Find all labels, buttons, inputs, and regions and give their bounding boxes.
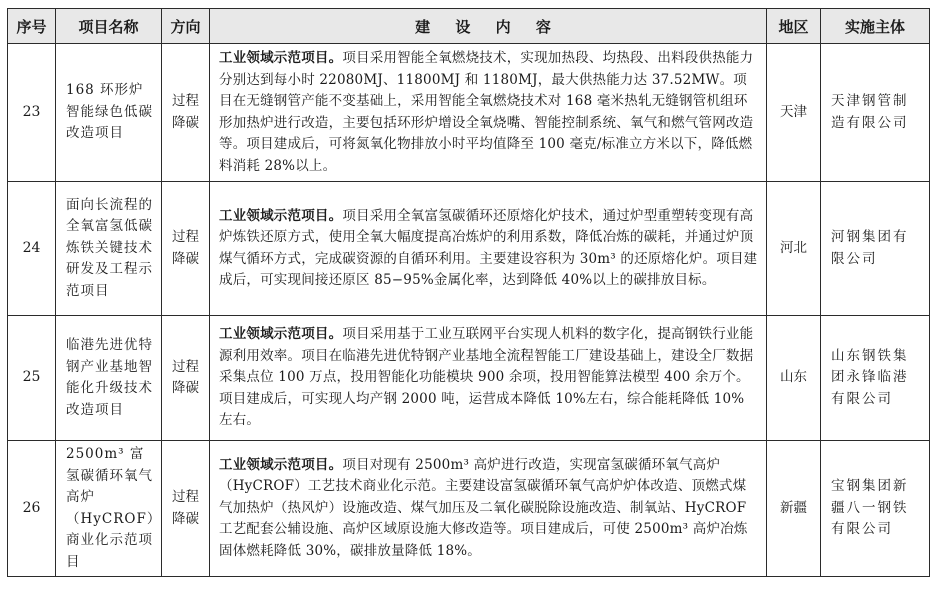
direction-text: 过程降碳 xyxy=(172,358,199,396)
content-lead: 工业领域示范项目。 xyxy=(219,456,343,473)
content-text: 项目对现有 2500m³ 高炉进行改造，实现富氢碳循环氧气高炉（HyCROF）工艺技术商业化示范。主要建设富氢碳循环氧气高炉炉体改造、顶燃式煤气加热炉（热风炉）设施改造、煤气加压及二氧化碳脱除设施改造、制氧站、HyCROF 工艺配套公辅设施、高炉区域原设施大修改造等。项目建成后，可使 2500m³ 高炉冶炼固体燃耗降低 30%，碳排放量降低 18%。 xyxy=(219,456,748,559)
project-table xyxy=(7,8,930,577)
project-direction xyxy=(162,182,210,316)
project-region: 新疆 xyxy=(767,441,821,577)
content-lead: 工业领域示范项目。 xyxy=(219,50,343,66)
header-owner: 实施主体 xyxy=(821,9,930,44)
header-no: 序号 xyxy=(8,9,56,44)
content-text: 项目采用基于工业互联网平台实现人机料的数字化，提高钢铁行业能源利用效率。项目在临港先进优特钢产业基地全流程智能工厂建设基础上，建设全厂数据采集点位 100 万点，投用智能化功能模块 900 余项，投用智能算法模型 400 余万个。项目建成后，可实现人均产钢 2000 吨，运营成本降低 10%左右，综合能耗降低 10%左右。 xyxy=(219,326,754,429)
row-number: 25 xyxy=(8,316,56,441)
header-direction: 方向 xyxy=(162,9,210,44)
project-name: 面向长流程的全氧富氢低碳炼铁关键技术研发及工程示范项目 xyxy=(56,182,162,316)
content-lead: 工业领域示范项目。 xyxy=(219,326,343,343)
project-name: 2500m³ 富氢碳循环氧气高炉（HyCROF）商业化示范项目 xyxy=(56,441,162,577)
project-content xyxy=(210,441,767,577)
row-number: 23 xyxy=(8,44,56,182)
table-header-row xyxy=(8,9,930,44)
content-text: 项目采用智能全氧燃烧技术，实现加热段、均热段、出料段供热能力分别达到每小时 22080MJ、11800MJ 和 1180MJ，最大供热能力达 37.52MW。项目在无缝钢管产能不变基础上，采用智能全氧燃烧技术对 168 毫米热轧无缝钢管机组环形加热炉进行改造，主要包括环形炉增设全氧烧嘴、智能控制系统、氧气和燃气管网改造等。项目建成后，可将氮氧化物排放小时平均值降至 100 毫克/标准立方米以下，降低燃料消耗 28%以上。 xyxy=(219,50,754,174)
direction-text: 过程降碳 xyxy=(172,489,199,527)
content-text: 项目采用全氧富氢碳循环还原熔化炉技术，通过炉型重塑转变现有高炉炼铁还原方式，使用全氧大幅度提高冶炼炉的利用系数，降低冶炼的碳耗，并通过炉顶煤气循环方式，完成碳资源的自循环利用。主要建设容积为 30m³ 的还原熔化炉。项目建成后，可实现间接还原区 85−95%金属化率，达到降低 40%以上的碳排放目标。 xyxy=(219,207,758,288)
project-name: 168 环形炉智能绿色低碳改造项目 xyxy=(56,44,162,182)
project-content xyxy=(210,182,767,316)
table-row xyxy=(8,441,930,577)
header-name: 项目名称 xyxy=(56,9,162,44)
project-owner: 河钢集团有限公司 xyxy=(821,182,930,316)
project-region: 河北 xyxy=(767,182,821,316)
project-direction xyxy=(162,316,210,441)
project-direction xyxy=(162,44,210,182)
table-row xyxy=(8,316,930,441)
table-row xyxy=(8,44,930,182)
project-region: 天津 xyxy=(767,44,821,182)
project-direction xyxy=(162,441,210,577)
header-content: 建 设 内 容 xyxy=(210,9,767,44)
project-region: 山东 xyxy=(767,316,821,441)
project-name: 临港先进优特钢产业基地智能化升级技术改造项目 xyxy=(56,316,162,441)
project-owner: 天津钢管制造有限公司 xyxy=(821,44,930,182)
project-owner: 宝钢集团新疆八一钢铁有限公司 xyxy=(821,441,930,577)
table-row xyxy=(8,182,930,316)
header-region: 地区 xyxy=(767,9,821,44)
content-lead: 工业领域示范项目。 xyxy=(219,207,343,224)
direction-text: 过程降碳 xyxy=(172,229,199,267)
project-owner: 山东钢铁集团永锋临港有限公司 xyxy=(821,316,930,441)
row-number: 26 xyxy=(8,441,56,577)
row-number: 24 xyxy=(8,182,56,316)
project-content xyxy=(210,44,767,182)
direction-text: 过程降碳 xyxy=(172,93,199,131)
project-content xyxy=(210,316,767,441)
